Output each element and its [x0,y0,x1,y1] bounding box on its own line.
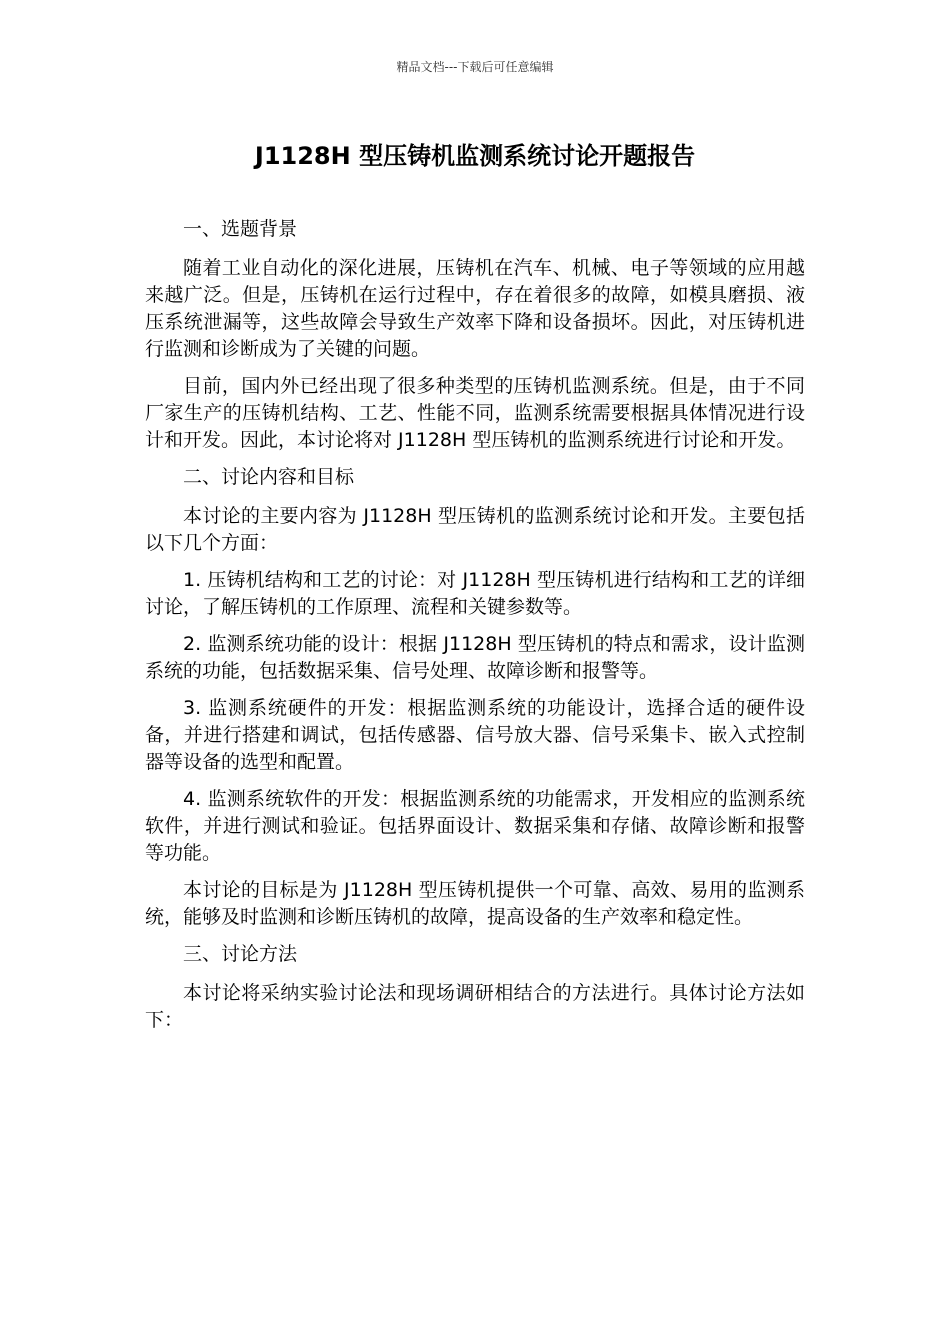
list-item-4: 4. 监测系统软件的开发：根据监测系统的功能需求，开发相应的监测系统软件，并进行测试和验证。包括界面设计、数据采集和存储、故障诊断和报警等功能。 [145,788,805,864]
list-item-1: 1. 压铸机结构和工艺的讨论：对 J1128H 型压铸机进行结构和工艺的详细讨论，了解压铸机的工作原理、流程和关键参数等。 [145,569,805,618]
paragraph-background-1: 随着工业自动化的深化进展，压铸机在汽车、机械、电子等领域的应用越来越广泛。但是，压铸机在运行过程中，存在着很多的故障，如模具磨损、液压系统泄漏等，这些故障会导致生产效率下降和设备损坏。因此，对压铸机进行监测和诊断成为了关键的问题。 [145,257,805,360]
paragraph-background-2: 目前，国内外已经出现了很多种类型的压铸机监测系统。但是，由于不同厂家生产的压铸机结构、工艺、性能不同，监测系统需要根据具体情况进行设计和开发。因此，本讨论将对 J1128H 型压铸机的监测系统进行讨论和开发。 [145,375,805,451]
paragraph-goals: 本讨论的目标是为 J1128H 型压铸机提供一个可靠、高效、易用的监测系统，能够及时监测和诊断压铸机的故障，提高设备的生产效率和稳定性。 [145,879,805,928]
section-heading-methods: 三、讨论方法 [183,943,298,965]
section-heading-background: 一、选题背景 [183,218,298,240]
document-title: J1128H 型压铸机监测系统讨论开题报告 [254,142,696,170]
section-heading-content-goals: 二、讨论内容和目标 [183,466,355,488]
list-item-2: 2. 监测系统功能的设计：根据 J1128H 型压铸机的特点和需求，设计监测系统的功能，包括数据采集、信号处理、故障诊断和报警等。 [145,633,805,682]
document-body [145,216,805,1044]
page-header: 精品文档---下载后可任意编辑 [396,60,554,74]
list-item-3: 3. 监测系统硬件的开发：根据监测系统的功能设计，选择合适的硬件设备，并进行搭建和调试，包括传感器、信号放大器、信号采集卡、嵌入式控制器等设备的选型和配置。 [145,697,805,773]
paragraph-methods: 本讨论将采纳实验讨论法和现场调研相结合的方法进行。具体讨论方法如下： [145,982,805,1031]
paragraph-content-intro: 本讨论的主要内容为 J1128H 型压铸机的监测系统讨论和开发。主要包括以下几个方面： [145,505,805,554]
